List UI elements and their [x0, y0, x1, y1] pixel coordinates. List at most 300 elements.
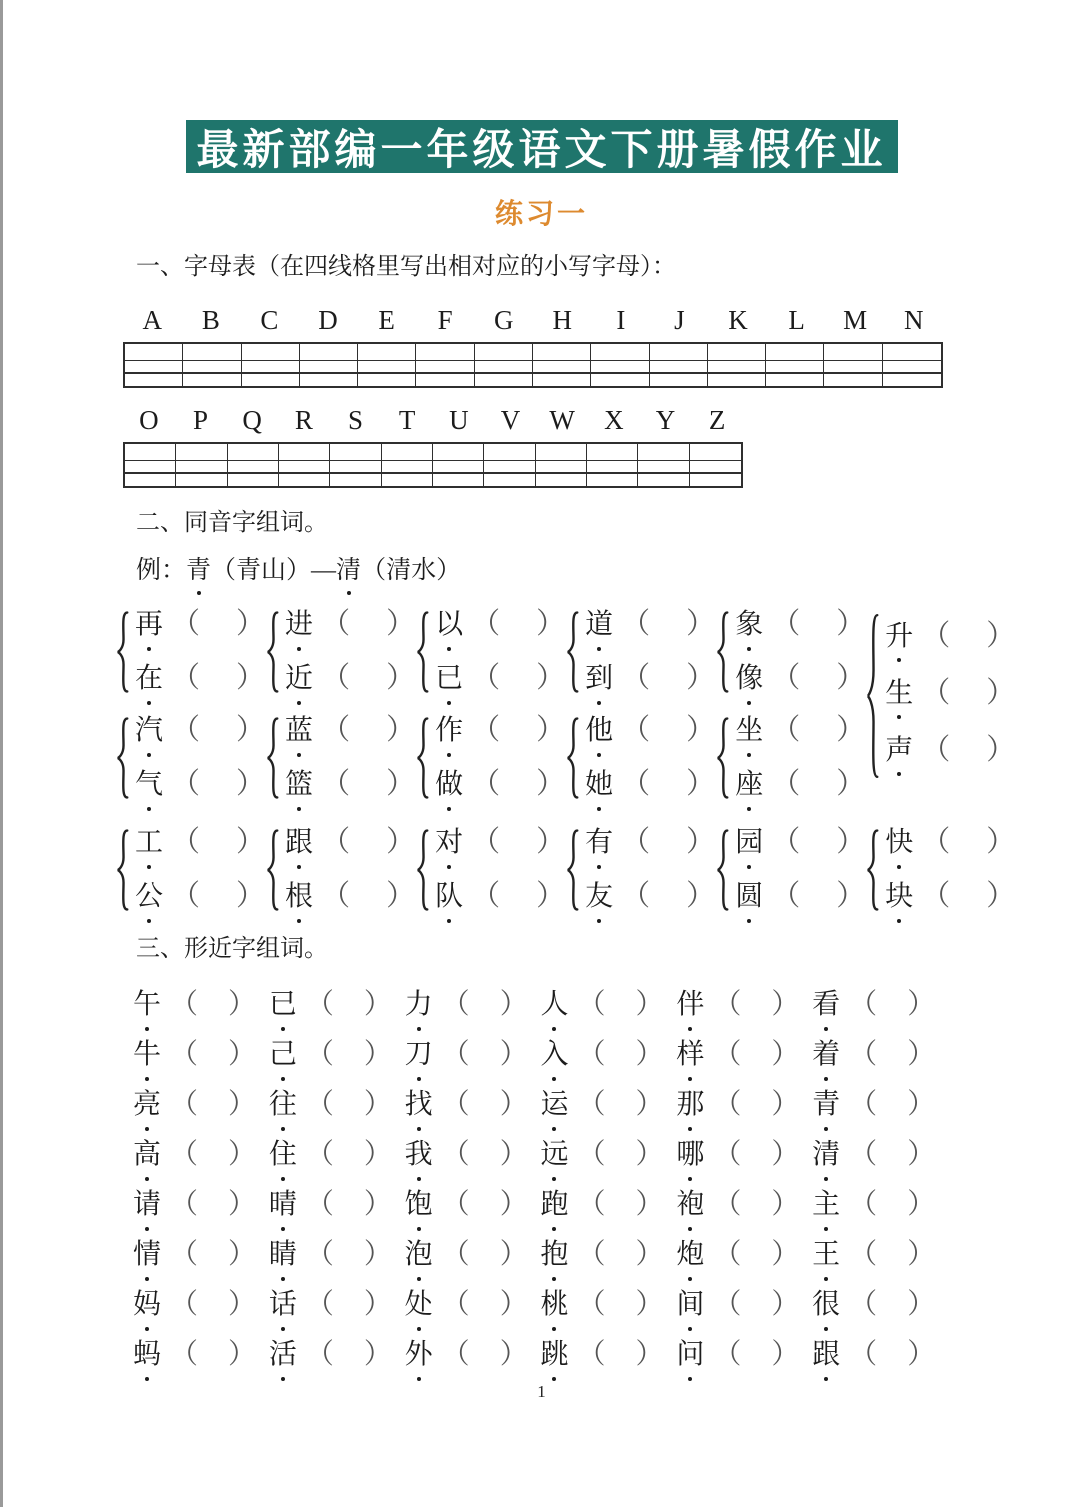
emphasis-dot: [347, 591, 351, 595]
emphasis-dot: [147, 919, 151, 923]
similar-character-cell: [405, 1038, 541, 1072]
homophone-entries: [435, 714, 565, 802]
similar-character-cell: [676, 1238, 812, 1272]
homophone-entries: [585, 714, 715, 802]
brace-icon: [265, 716, 280, 800]
emphasis-dot: [417, 1277, 421, 1281]
title-banner: [186, 120, 898, 173]
answer-blank: （ ）: [441, 1238, 528, 1270]
similar-character-cell: [540, 1238, 676, 1272]
emphasis-dot: [597, 865, 601, 869]
exercise-character: 跟: [812, 1338, 840, 1372]
answer-blank: （ ）: [713, 988, 800, 1020]
exercise-character: 作: [435, 714, 463, 748]
answer-blank: （ ）: [713, 1288, 800, 1320]
homophone-entry: [285, 768, 415, 802]
similar-character-cell: [812, 1188, 948, 1222]
emphasis-dot: [552, 1327, 556, 1331]
emphasis-dot: [897, 772, 901, 776]
homophone-group: [265, 826, 415, 914]
emphasis-dot: [145, 1177, 149, 1181]
similar-character-cell: [812, 1088, 948, 1122]
exercise-character: 块: [885, 880, 913, 914]
homophone-groups-block: [115, 608, 1016, 802]
writing-grid-cell: [533, 374, 591, 386]
exercise-character: 饱: [405, 1188, 433, 1222]
emphasis-dot: [145, 1377, 149, 1381]
similar-character-cell: [405, 1138, 541, 1172]
answer-blank: （ ）: [170, 1038, 257, 1070]
similar-character-cell: [540, 1138, 676, 1172]
writing-grid-cell: [433, 461, 484, 474]
homophone-group: [415, 826, 565, 914]
homophone-entry: [135, 608, 265, 642]
similar-character-cell: [269, 1138, 405, 1172]
exercise-character: 跟: [285, 826, 313, 860]
exercise-character: 坐: [735, 714, 763, 748]
exercise-character: 牛: [133, 1038, 161, 1072]
uppercase-letter: Y: [655, 405, 676, 435]
answer-blank: （ ）: [321, 768, 416, 801]
exercise-character: 近: [285, 662, 313, 696]
homophone-entry: [435, 714, 565, 748]
exercise-character: 己: [269, 1038, 297, 1072]
exercise-character: 做: [435, 768, 463, 802]
writing-grid-cell: [533, 344, 591, 361]
answer-blank: （ ）: [471, 662, 566, 695]
writing-grid-1: [123, 342, 943, 388]
homophone-group: [265, 714, 415, 802]
exercise-character: 找: [405, 1088, 433, 1122]
answer-blank: （ ）: [170, 1088, 257, 1120]
answer-blank: （ ）: [441, 1338, 528, 1370]
uppercase-letter: Q: [242, 405, 262, 435]
writing-grid-cell: [382, 461, 433, 474]
homophone-entries: [285, 714, 415, 802]
writing-grid-cell: [484, 461, 535, 474]
exercise-character: 午: [133, 988, 161, 1022]
homophone-entries: [735, 714, 865, 802]
answer-blank: （ ）: [305, 1138, 392, 1170]
brace-icon: [415, 828, 430, 912]
emphasis-dot: [417, 1377, 421, 1381]
exercise-character: 人: [540, 988, 568, 1022]
answer-blank: （ ）: [577, 1088, 664, 1120]
homophone-entry: [885, 608, 1015, 665]
homophone-entry: [285, 826, 415, 860]
exercise-character: 园: [735, 826, 763, 860]
homophone-entry: [735, 768, 865, 802]
homophone-group: [565, 714, 715, 802]
exercise-character: 亮: [133, 1088, 161, 1122]
emphasis-dot: [824, 1077, 828, 1081]
emphasis-dot: [297, 807, 301, 811]
exercise-character: 友: [585, 880, 613, 914]
writing-grid-cell: [766, 344, 824, 361]
writing-grid-cell: [125, 361, 183, 374]
similar-character-cell: [269, 1188, 405, 1222]
homophone-group: [715, 608, 865, 696]
writing-grid-cell: [587, 461, 638, 474]
writing-grid-cell: [183, 361, 241, 374]
emphasis-dot: [281, 1277, 285, 1281]
answer-blank: （ ）: [577, 1238, 664, 1270]
uppercase-letter: G: [493, 305, 514, 335]
emphasis-dot: [417, 1127, 421, 1131]
similar-character-cell: [540, 1338, 676, 1372]
uppercase-letter: M: [843, 305, 868, 335]
homophone-entry: [885, 665, 1015, 722]
emphasis-dot: [824, 1227, 828, 1231]
answer-blank: （ ）: [441, 1088, 528, 1120]
emphasis-dot: [747, 865, 751, 869]
emphasis-dot: [897, 919, 901, 923]
answer-blank: （ ）: [849, 1038, 936, 1070]
emphasis-dot: [447, 701, 451, 705]
exercise-character: 像: [735, 662, 763, 696]
exercise-character: 跳: [540, 1338, 568, 1372]
similar-character-cell: [405, 1338, 541, 1372]
answer-blank: （ ）: [713, 1138, 800, 1170]
answer-blank: （ ）: [621, 826, 716, 859]
emphasis-dot: [281, 1377, 285, 1381]
writing-grid-cell: [766, 361, 824, 374]
answer-blank: （ ）: [441, 1188, 528, 1220]
writing-grid-cell: [591, 361, 649, 374]
emphasis-dot: [597, 701, 601, 705]
answer-blank: （ ）: [771, 826, 866, 859]
section3-heading: 三、形近字组词。: [136, 936, 328, 962]
writing-grid-cell: [883, 361, 941, 374]
similar-character-cell: [405, 1188, 541, 1222]
emphasis-dot: [688, 1127, 692, 1131]
answer-blank: （ ）: [171, 608, 266, 641]
example-suffix: （清水）: [361, 557, 462, 584]
writing-grid-cell: [708, 344, 766, 361]
answer-blank: （ ）: [713, 1038, 800, 1070]
answer-blank: （ ）: [170, 1338, 257, 1370]
emphasis-dot: [552, 1277, 556, 1281]
emphasis-dot: [417, 1077, 421, 1081]
answer-blank: （ ）: [771, 714, 866, 747]
brace-icon: [715, 610, 730, 694]
writing-grid-cell: [824, 361, 882, 374]
writing-grid-cell: [176, 461, 227, 474]
emphasis-dot: [297, 701, 301, 705]
answer-blank: （ ）: [321, 608, 416, 641]
answer-blank: （ ）: [441, 1288, 528, 1320]
brace-icon: [115, 610, 130, 694]
exercise-character: 情: [133, 1238, 161, 1272]
exercise-character: 工: [135, 826, 163, 860]
uppercase-letter: W: [549, 405, 575, 435]
answer-blank: （ ）: [577, 1138, 664, 1170]
answer-blank: （ ）: [471, 880, 566, 913]
example-character-2: 清: [336, 556, 361, 586]
brace-icon: [415, 610, 430, 694]
emphasis-dot: [688, 1077, 692, 1081]
answer-blank: （ ）: [171, 826, 266, 859]
similar-character-cell: [676, 1138, 812, 1172]
answer-blank: （ ）: [849, 1088, 936, 1120]
exercise-character: 声: [885, 734, 913, 768]
similar-character-cell: [676, 1338, 812, 1372]
brace-icon: [865, 828, 880, 912]
homophone-entry: [135, 826, 265, 860]
writing-grid-cell: [330, 444, 381, 461]
emphasis-dot: [147, 647, 151, 651]
brace-icon: [565, 610, 580, 694]
uppercase-letter: C: [260, 305, 279, 335]
homophone-group: [865, 826, 1015, 914]
homophone-entries: [135, 608, 265, 696]
homophone-entries: [885, 826, 1015, 914]
homophone-entry: [135, 662, 265, 696]
exercise-character: 炮: [676, 1238, 704, 1272]
exercise-character: 道: [585, 608, 613, 642]
exercise-character: 住: [269, 1138, 297, 1172]
homophone-entry: [885, 722, 1015, 779]
writing-grid-cell: [475, 344, 533, 361]
answer-blank: （ ）: [577, 1338, 664, 1370]
emphasis-dot: [281, 1127, 285, 1131]
example-line: [136, 554, 1080, 588]
answer-blank: （ ）: [621, 880, 716, 913]
exercise-character: 汽: [135, 714, 163, 748]
exercise-character: 睛: [269, 1238, 297, 1272]
similar-character-cell: [269, 1038, 405, 1072]
answer-blank: （ ）: [170, 1288, 257, 1320]
exercise-character: 话: [269, 1288, 297, 1322]
similar-characters-grid: [133, 980, 948, 1380]
emphasis-dot: [824, 1277, 828, 1281]
homophone-entry: [435, 768, 565, 802]
exercise-character: 队: [435, 880, 463, 914]
emphasis-dot: [897, 658, 901, 662]
writing-grid-cell: [300, 361, 358, 374]
answer-blank: （ ）: [441, 988, 528, 1020]
uppercase-letter: E: [378, 305, 395, 335]
answer-blank: （ ）: [621, 608, 716, 641]
emphasis-dot: [447, 753, 451, 757]
emphasis-dot: [281, 1027, 285, 1031]
homophone-entry: [285, 662, 415, 696]
exercise-character: 蓝: [285, 714, 313, 748]
answer-blank: （ ）: [921, 619, 1016, 652]
answer-blank: （ ）: [471, 768, 566, 801]
answer-blank: （ ）: [321, 662, 416, 695]
writing-grid-cell: [824, 344, 882, 361]
emphasis-dot: [417, 1177, 421, 1181]
similar-character-cell: [405, 1088, 541, 1122]
writing-grid-cell: [416, 344, 474, 361]
homophone-entry: [435, 662, 565, 696]
exercise-character: 已: [435, 662, 463, 696]
homophone-group: [715, 826, 865, 914]
answer-blank: （ ）: [621, 768, 716, 801]
similar-character-cell: [676, 1088, 812, 1122]
example-character-1: 青: [186, 556, 211, 586]
homophone-group: [115, 608, 265, 696]
homophone-group: [865, 608, 1015, 802]
section2-heading: 二、同音字组词。: [136, 510, 328, 536]
writing-grid-cell: [433, 474, 484, 486]
writing-grid-cell: [330, 461, 381, 474]
homophone-entries: [435, 608, 565, 696]
exercise-character: 根: [285, 880, 313, 914]
writing-grid-cell: [416, 374, 474, 386]
homophone-entry: [585, 662, 715, 696]
similar-character-cell: [540, 1088, 676, 1122]
brace-icon: [265, 610, 280, 694]
brace-icon: [715, 828, 730, 912]
similar-character-cell: [269, 1088, 405, 1122]
similar-character-cell: [133, 988, 269, 1022]
exercise-character: 气: [135, 768, 163, 802]
answer-blank: （ ）: [471, 608, 566, 641]
answer-blank: （ ）: [849, 1238, 936, 1270]
uppercase-letter: H: [552, 305, 573, 335]
emphasis-dot: [552, 1177, 556, 1181]
emphasis-dot: [552, 1077, 556, 1081]
similar-character-cell: [812, 1038, 948, 1072]
answer-blank: （ ）: [321, 714, 416, 747]
writing-grid-cell: [300, 374, 358, 386]
example-prefix: 例：: [136, 557, 187, 584]
emphasis-dot: [747, 647, 751, 651]
homophone-entry: [885, 826, 1015, 860]
answer-blank: （ ）: [849, 1338, 936, 1370]
similar-character-cell: [405, 1238, 541, 1272]
emphasis-dot: [597, 753, 601, 757]
uppercase-letter: F: [437, 305, 453, 335]
answer-blank: （ ）: [771, 608, 866, 641]
brace-icon: [715, 716, 730, 800]
answer-blank: （ ）: [305, 1088, 392, 1120]
answer-blank: （ ）: [577, 1038, 664, 1070]
homophone-entries: [135, 714, 265, 802]
writing-grid-cell: [358, 344, 416, 361]
similar-character-cell: [676, 1188, 812, 1222]
exercise-character: 以: [435, 608, 463, 642]
homophone-entry: [735, 662, 865, 696]
similar-character-cell: [269, 1288, 405, 1322]
exercise-character: 圆: [735, 880, 763, 914]
answer-blank: （ ）: [170, 988, 257, 1020]
homophone-entry: [735, 608, 865, 642]
answer-blank: （ ）: [577, 988, 664, 1020]
similar-character-cell: [269, 988, 405, 1022]
similar-character-cell: [676, 1288, 812, 1322]
homophone-entry: [435, 608, 565, 642]
writing-grid-cell: [242, 361, 300, 374]
writing-grid-cell: [475, 374, 533, 386]
similar-character-cell: [133, 1188, 269, 1222]
homophone-entries: [585, 826, 715, 914]
uppercase-letter: B: [201, 305, 220, 335]
answer-blank: （ ）: [305, 1288, 392, 1320]
exercise-character: 请: [133, 1188, 161, 1222]
exercise-character: 抱: [540, 1238, 568, 1272]
answer-blank: （ ）: [321, 826, 416, 859]
homophone-entry: [585, 608, 715, 642]
writing-grid-cell: [690, 444, 741, 461]
similar-character-cell: [812, 1288, 948, 1322]
exercise-character: 哪: [676, 1138, 704, 1172]
exercise-character: 桃: [540, 1288, 568, 1322]
exercise-character: 生: [885, 677, 913, 711]
exercise-character: 跑: [540, 1188, 568, 1222]
writing-grid-cell: [125, 444, 176, 461]
answer-blank: （ ）: [305, 988, 392, 1020]
similar-character-cell: [133, 1238, 269, 1272]
exercise-character: 外: [405, 1338, 433, 1372]
homophone-entry: [735, 880, 865, 914]
answer-blank: （ ）: [471, 714, 566, 747]
uppercase-letter: L: [788, 305, 805, 335]
exercise-character: 篮: [285, 768, 313, 802]
homophone-entries: [735, 608, 865, 696]
answer-blank: （ ）: [713, 1338, 800, 1370]
homophone-entry: [585, 826, 715, 860]
homophone-entry: [585, 768, 715, 802]
answer-blank: （ ）: [170, 1188, 257, 1220]
uppercase-letter: O: [139, 405, 159, 435]
homophone-group: [115, 826, 265, 914]
writing-grid-cell: [279, 444, 330, 461]
writing-grid-cell: [536, 461, 587, 474]
emphasis-dot: [688, 1277, 692, 1281]
writing-grid-cell: [484, 474, 535, 486]
writing-grid-cell: [650, 361, 708, 374]
uppercase-letter: D: [318, 305, 338, 335]
writing-grid-cell: [536, 474, 587, 486]
answer-blank: （ ）: [171, 662, 266, 695]
emphasis-dot: [281, 1177, 285, 1181]
emphasis-dot: [147, 807, 151, 811]
brace-icon: [865, 610, 880, 782]
writing-grid-cell: [330, 474, 381, 486]
emphasis-dot: [297, 865, 301, 869]
similar-character-cell: [405, 988, 541, 1022]
emphasis-dot: [824, 1177, 828, 1181]
exercise-character: 问: [676, 1338, 704, 1372]
writing-grid-cell: [183, 344, 241, 361]
writing-grid-cell: [279, 461, 330, 474]
homophone-entries: [435, 826, 565, 914]
emphasis-dot: [145, 1227, 149, 1231]
brace-icon: [115, 828, 130, 912]
homophone-entry: [135, 714, 265, 748]
writing-grid-cell: [279, 474, 330, 486]
exercise-character: 往: [269, 1088, 297, 1122]
exercise-subtitle: 练习一: [494, 198, 588, 229]
section1-heading: 一、字母表（在四线格里写出相对应的小写字母）：: [136, 254, 676, 280]
answer-blank: （ ）: [849, 1288, 936, 1320]
uppercase-letter: K: [728, 305, 748, 335]
homophone-group: [415, 714, 565, 802]
answer-blank: （ ）: [621, 662, 716, 695]
writing-grid-cell: [382, 474, 433, 486]
emphasis-dot: [747, 753, 751, 757]
writing-grid-cell: [300, 344, 358, 361]
exercise-character: 泡: [405, 1238, 433, 1272]
emphasis-dot: [824, 1327, 828, 1331]
brace-icon: [115, 716, 130, 800]
homophone-entry: [285, 880, 415, 914]
uppercase-letter: X: [604, 405, 624, 435]
exercise-character: 看: [812, 988, 840, 1022]
